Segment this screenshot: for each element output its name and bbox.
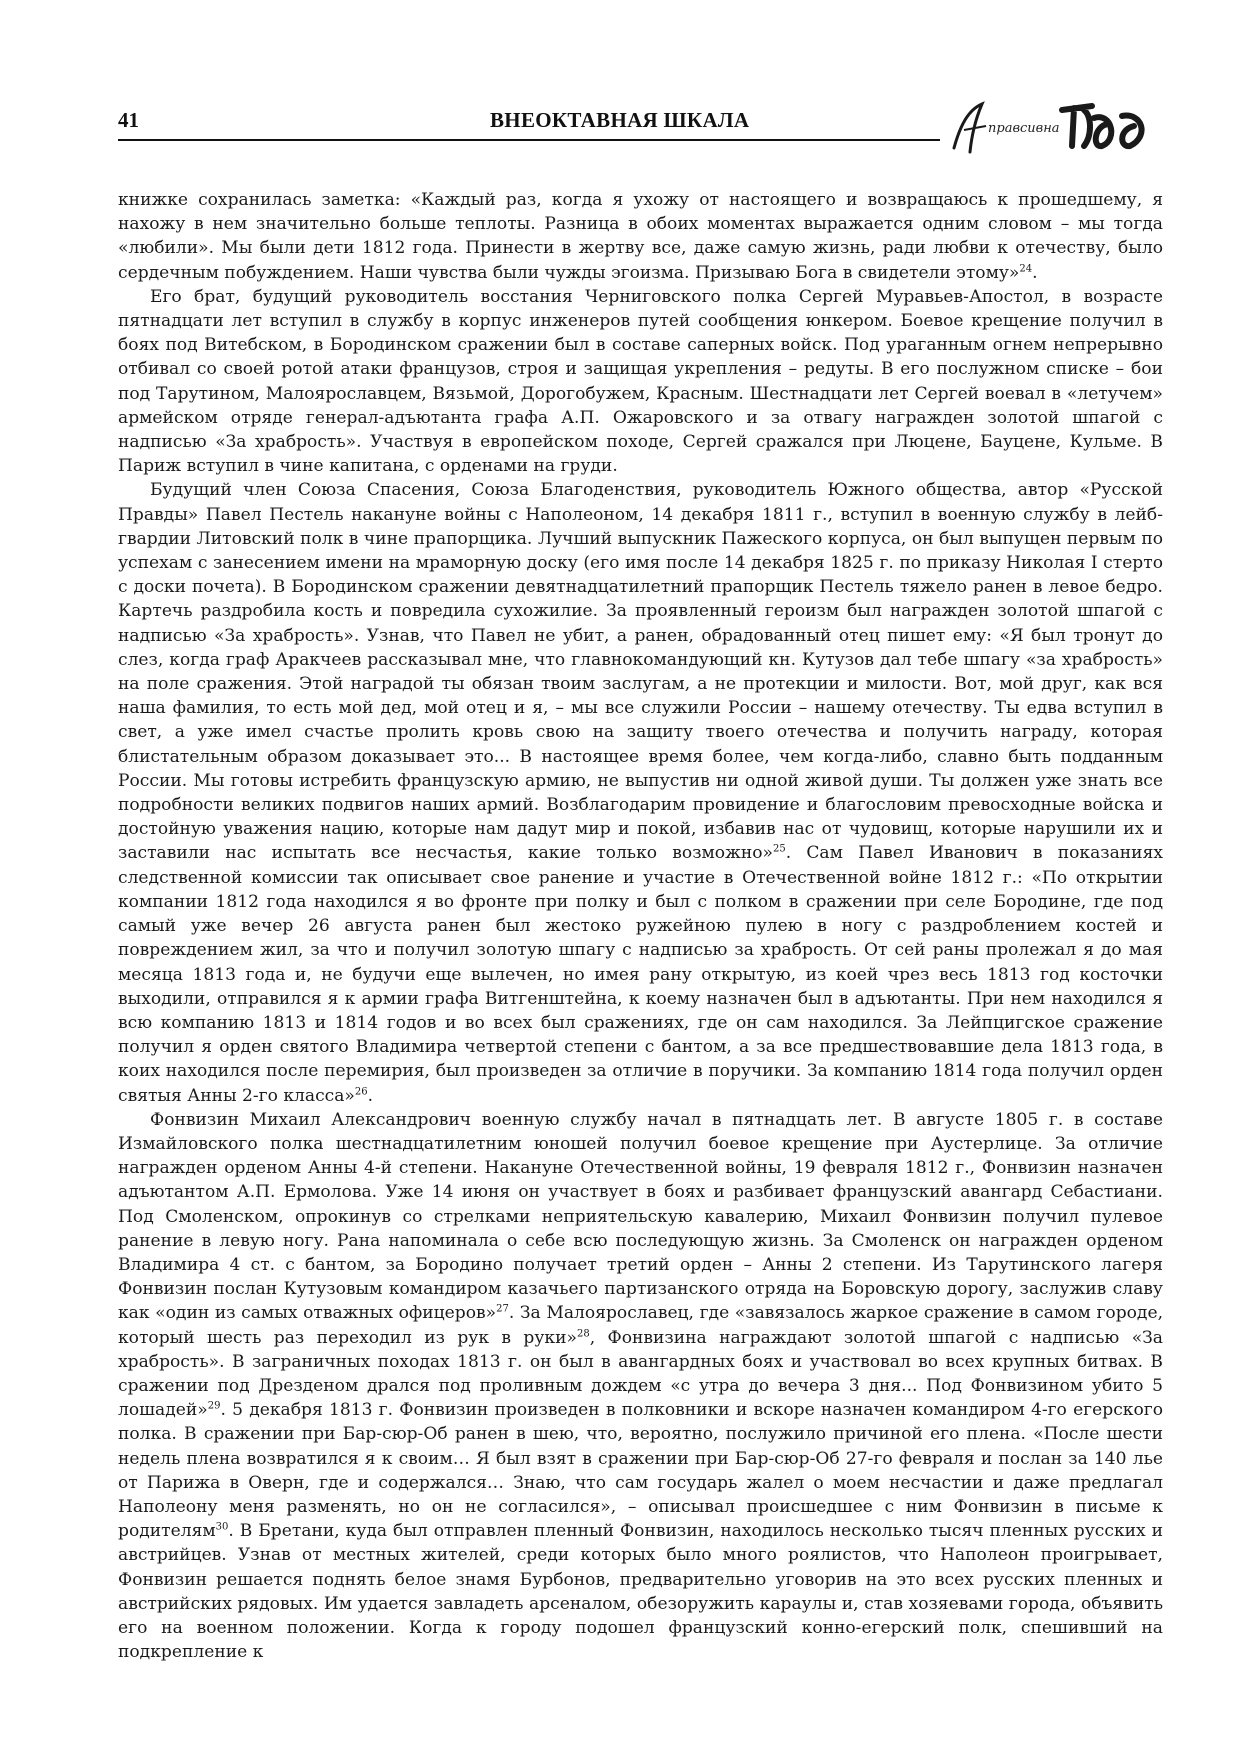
page-header xyxy=(0,0,1241,160)
footnote-ref-25: 25 xyxy=(772,843,786,855)
paragraph-4: Фонвизин Михаил Александрович военную службу начал в пятнадцать лет. В августе 1805 г. в составе Измайловского полка шестнадцатилетним юношей получил боевое крещение при Аустерлице. За отличие награжден орденом Анны 4-й степени. Накануне Отечественной войны, 19 февраля 1812 г., Фонвизин назначен адъютантом А.П. Ермолова. Уже 14 июня он участвует в боях и разбивает французский авангард Себастиани. Под Смоленском, опрокинув со стрелками неприятельскую кавалерию, Михаил Фонвизин получил пулевое ранение в левую ногу. Рана напоминала о себе всю последующую жизнь. За Смоленск он награжден орденом Владимира 4 ст. с бантом, за Бородино получает третий орден – Анны 2 степени. Из Тарутинского лагеря Фонвизин послан Кутузовым командиром казачьего партизанского отряда на Боровскую дорогу, заслужив славу как «один из самых отважных офицеров»$^{27}$. За Малоярославец, где «завязалось жаркое сражение в самом городе, который шесть раз переходил из рук в руки»$^{28}$, Фонвизина награждают золотой шпагой с надписью «За храбрость». В заграничных походах 1813 г. он был в авангардных боях и участвовал во всех крупных битвах. В сражении под Дрезденом дрался под проливным дождем «с утра до вечера 3 дня... Под Фонвизином убито 5 лошадей»$^{29}$. 5 декабря 1813 г. Фонвизин произведен в полковники и вскоре назначен командиром 4-го егерского полка. В сражении при Бар-сюр-Об ранен в шею, что, вероятно, послужило причиной его плена. «После шести недель плена возвратился я к своим… Я был взят в сражении при Бар-сюр-Об 27-го февраля и послан за 140 лье от Парижа в Оверн, где и содержался… Знаю, что сам государь жалел о моем несчастии и даже предлагал Наполеону меня разменять, но он не согласился», – описывал происшедшее с ним Фонвизин в письме к родителям$^{30}$. В Бретани, куда был отправлен пленный Фонвизин, находилось несколько тысяч пленных русских и австрийцев. Узнав от местных жителей, среди которых было много роялистов, что Наполеон проигрывает, Фонвизин решается поднять белое знамя Бурбонов, предварительно уговорив на это всех русских пленных и австрийских рядовых. Им удается завладеть арсеналом, обезоружить караулы и, став хозяевами города, объявить его на военном положении. Когда к городу подошел французский конно-егерский полк, спешивший на подкрепление к xyxy=(118,1109,1163,1663)
article-body xyxy=(118,188,1163,1664)
logo-script-text: правсивна xyxy=(988,121,1060,136)
page-number: 41 xyxy=(118,108,139,132)
journal-logo xyxy=(942,96,1162,166)
footnote-ref-30: 30 xyxy=(215,1521,229,1533)
footnote-ref-27: 27 xyxy=(496,1303,509,1315)
footnote-ref-29: 29 xyxy=(207,1400,221,1412)
footnote-ref-28: 28 xyxy=(576,1327,590,1339)
footnote-ref-24: 24 xyxy=(1019,262,1033,274)
running-title: ВНЕОКТАВНАЯ ШКАЛА xyxy=(490,108,750,132)
footnote-ref-26: 26 xyxy=(354,1085,368,1097)
header-rule xyxy=(118,139,940,141)
paragraph-1: книжке сохранилась заметка: «Каждый раз, когда я ухожу от настоящего и возвращаюсь к прошедшему, я нахожу в нем значительно больше теплоты. Разница в обоих моментах выражается одним словом – мы тогда «любили». Мы были дети 1812 года. Принести в жертву все, даже самую жизнь, ради любви к отечеству, было сердечным побуждением. Наши чувства были чужды эгоизма. Призываю Бога в свидетели этому»$^{24}$. xyxy=(118,190,1163,283)
paragraph-3: Будущий член Союза Спасения, Союза Благоденствия, руководитель Южного общества, автор «Русской Правды» Павел Пестель накануне войны с Наполеоном, 14 декабря 1811 г., вступил в военную службу в лейб-гвардии Литовский полк в чине прапорщика. Лучший выпускник Пажеского корпуса, он был выпущен первым по успехам с занесением имени на мраморную доску (его имя после 14 декабря 1825 г. по приказу Николая I стерто с доски почета). В Бородинском сражении девятнадцатилетний прапорщик Пестель тяжело ранен в левое бедро. Картечь раздробила кость и повредила сухожилие. За проявленный героизм был награжден золотой шпагой с надписью «За храбрость». Узнав, что Павел не убит, а ранен, обрадованный отец пишет ему: «Я был тронут до слез, когда граф Аракчеев рассказывал мне, что главнокомандующий кн. Кутузов дал тебе шпагу «за храбрость» на поле сражения. Этой наградой ты обязан твоим заслугам, а не протекции и милости. Вот, мой друг, как вся наша фамилия, то есть мой дед, мой отец и я, – мы все служили России – нашему отечеству. Ты едва вступил в свет, а уже имел счастье пролить кровь свою на защиту твоего отечества и получить награду, которая блистательным образом доказывает это... В настоящее время более, чем когда-либо, славно быть подданным России. Мы готовы истребить французскую армию, не выпустив ни одной живой души. Ты должен уже знать все подробности великих подвигов наших армий. Возблагодарим провидение и благословим превосходные войска и достойную уважения нацию, которые нам дадут мир и покой, избавив нас от чудовищ, которые нарушили их и заставили нас испытать все несчастья, какие только возможно»$^{25}$. Сам Павел Иванович в показаниях следственной комиссии так описывает свое ранение и участие в Отечественной войне 1812 г.: «По открытии компании 1812 года находился я во фронте при полку и был с полком в сражении при селе Бородине, где под самый уже вечер 26 августа ранен был жестоко ружейною пулею в ногу с раздроблением костей и повреждением жил, за что и получил золотую шпагу с надписью за храбрость. От сей раны пролежал я до мая месяца 1813 года и, не будучи еще вылечен, но имея рану открытую, из коей чрез весь 1813 год косточки выходили, отправился я к армии графа Витгенштейна, к коему назначен был в адъютанты. При нем находился я всю компанию 1813 и 1814 годов и во всех был сражениях, где он сам находился. За Лейпцигское сражение получил я орден святого Владимира четвертой степени с бантом, а за все предшествовавшие дела 1813 года, в коих находился после перемирия, был произведен за отличие в поручики. За компанию 1814 года получил орден святыя Анны 2-го класса»$^{26}$. xyxy=(118,480,1163,1106)
paragraph-2: Его брат, будущий руководитель восстания Черниговского полка Сергей Муравьев-Апостол, в возрасте пятнадцати лет вступил в службу в корпус инженеров путей сообщения юнкером. Боевое крещение получил в боях под Витебском, в Бородинском сражении был в составе саперных войск. Под ураганным огнем непрерывно отбивал со своей ротой атаки французов, строя и защищая укрепления – редуты. В его послужном списке – бои под Тарутином, Малоярославцем, Вязьмой, Дорогобужем, Красным. Шестнадцати лет Сергей воевал в «летучем» армейском отряде генерал-адъютанта графа А.П. Ожаровского и за отвагу награжден золотой шпагой с надписью «За храбрость». Участвуя в европейском походе, Сергей сражался при Люцене, Бауцене, Кульме. В Париж вступил в чине капитана, с орденами на груди. xyxy=(118,286,1163,477)
